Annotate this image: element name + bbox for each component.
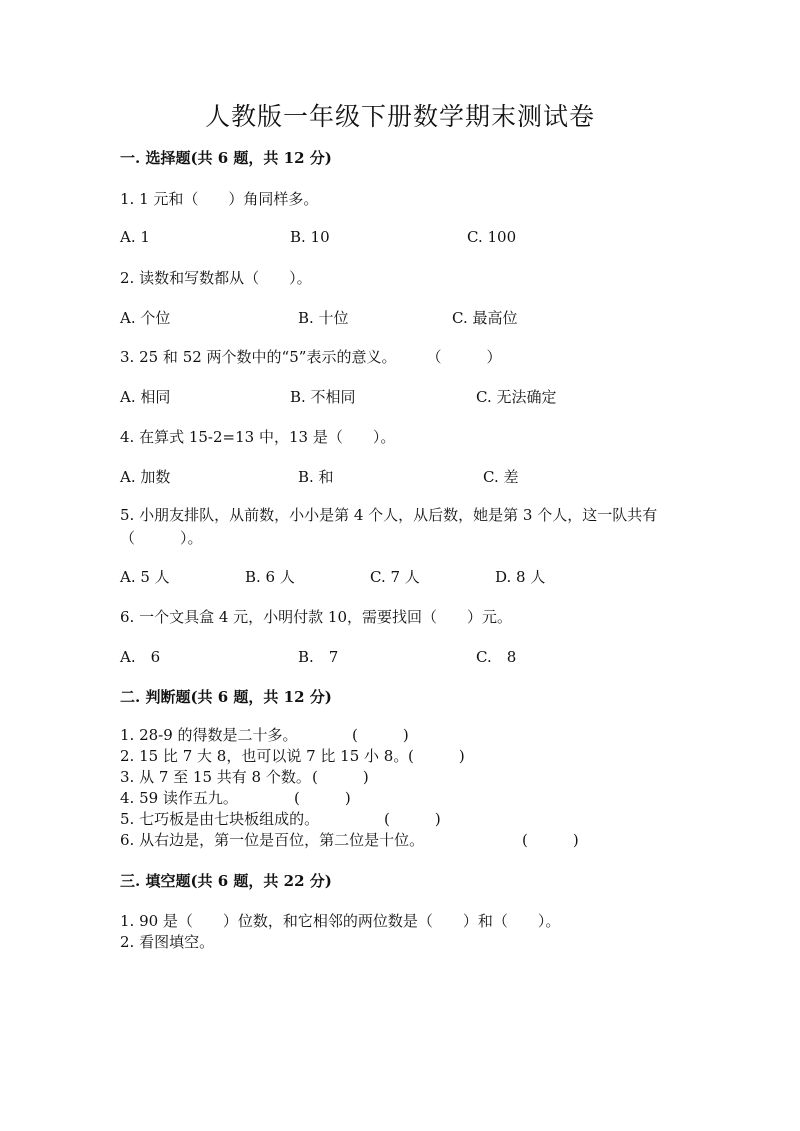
q1-option-c: C. 100 bbox=[467, 228, 517, 246]
q6-option-b: B. 7 bbox=[298, 648, 339, 666]
judge-item-6: 6. 从右边是，第一位是百位，第二位是十位。 bbox=[120, 831, 425, 849]
judge-item-6-blank: ( ) bbox=[522, 831, 579, 849]
question-2: 2. 读数和写数都从（ ）。 bbox=[120, 269, 312, 287]
judge-item-4-blank: ( ) bbox=[294, 789, 351, 807]
q5-option-a: A. 5 人 bbox=[120, 568, 170, 586]
question-4: 4. 在算式 15-2=13 中，13 是（ ）。 bbox=[120, 428, 396, 446]
q3-option-b: B. 不相同 bbox=[290, 388, 356, 406]
q2-option-a: A. 个位 bbox=[120, 309, 171, 327]
question-6: 6. 一个文具盒 4 元，小明付款 10，需要找回（ ）元。 bbox=[120, 608, 513, 626]
question-5: 5. 小朋友排队，从前数，小小是第 4 个人，从后数，她是第 3 个人，这一队共有（ ）。 bbox=[120, 506, 658, 547]
q6-option-a: A. 6 bbox=[120, 648, 161, 666]
question-3: 3. 25 和 52 两个数中的“5”表示的意义。 （ ） bbox=[120, 348, 502, 366]
q3-option-c: C. 无法确定 bbox=[476, 388, 557, 406]
q4-option-c: C. 差 bbox=[483, 468, 519, 486]
judge-item-2-blank: ( ) bbox=[408, 747, 465, 765]
judge-item-5: 5. 七巧板是由七块板组成的。 bbox=[120, 810, 320, 828]
q5-option-c: C. 7 人 bbox=[370, 568, 420, 586]
q1-option-a: A. 1 bbox=[120, 228, 150, 246]
q2-option-b: B. 十位 bbox=[298, 309, 349, 327]
q4-option-b: B. 和 bbox=[298, 468, 334, 486]
judge-item-1: 1. 28-9 的得数是二十多。 bbox=[120, 726, 298, 744]
section-heading-judge: 二. 判断题(共 6 题，共 12 分) bbox=[120, 688, 332, 706]
page-title: 人教版一年级下册数学期末测试卷 bbox=[204, 102, 595, 131]
judge-item-5-blank: ( ) bbox=[384, 810, 441, 828]
judge-item-2: 2. 15 比 7 大 8，也可以说 7 比 15 小 8。 bbox=[120, 747, 409, 765]
q3-option-a: A. 相同 bbox=[120, 388, 171, 406]
section-heading-choice: 一. 选择题(共 6 题，共 12 分) bbox=[120, 149, 332, 167]
judge-item-1-blank: ( ) bbox=[352, 726, 409, 744]
q6-option-c: C. 8 bbox=[476, 648, 517, 666]
judge-item-3: 3. 从 7 至 15 共有 8 个数。 bbox=[120, 768, 311, 786]
q5-option-d: D. 8 人 bbox=[495, 568, 546, 586]
section-heading-fill: 三. 填空题(共 6 题，共 22 分) bbox=[120, 872, 332, 890]
q4-option-a: A. 加数 bbox=[120, 468, 171, 486]
judge-item-3-blank: ( ) bbox=[312, 768, 369, 786]
fill-item-2: 2. 看图填空。 bbox=[120, 933, 215, 951]
fill-item-1: 1. 90 是（ ）位数，和它相邻的两位数是（ ）和（ ）。 bbox=[120, 912, 561, 930]
question-1: 1. 1 元和（ ）角同样多。 bbox=[120, 190, 319, 208]
judge-item-4: 4. 59 读作五九。 bbox=[120, 789, 238, 807]
q2-option-c: C. 最高位 bbox=[452, 309, 518, 327]
q5-option-b: B. 6 人 bbox=[245, 568, 295, 586]
q1-option-b: B. 10 bbox=[290, 228, 330, 246]
